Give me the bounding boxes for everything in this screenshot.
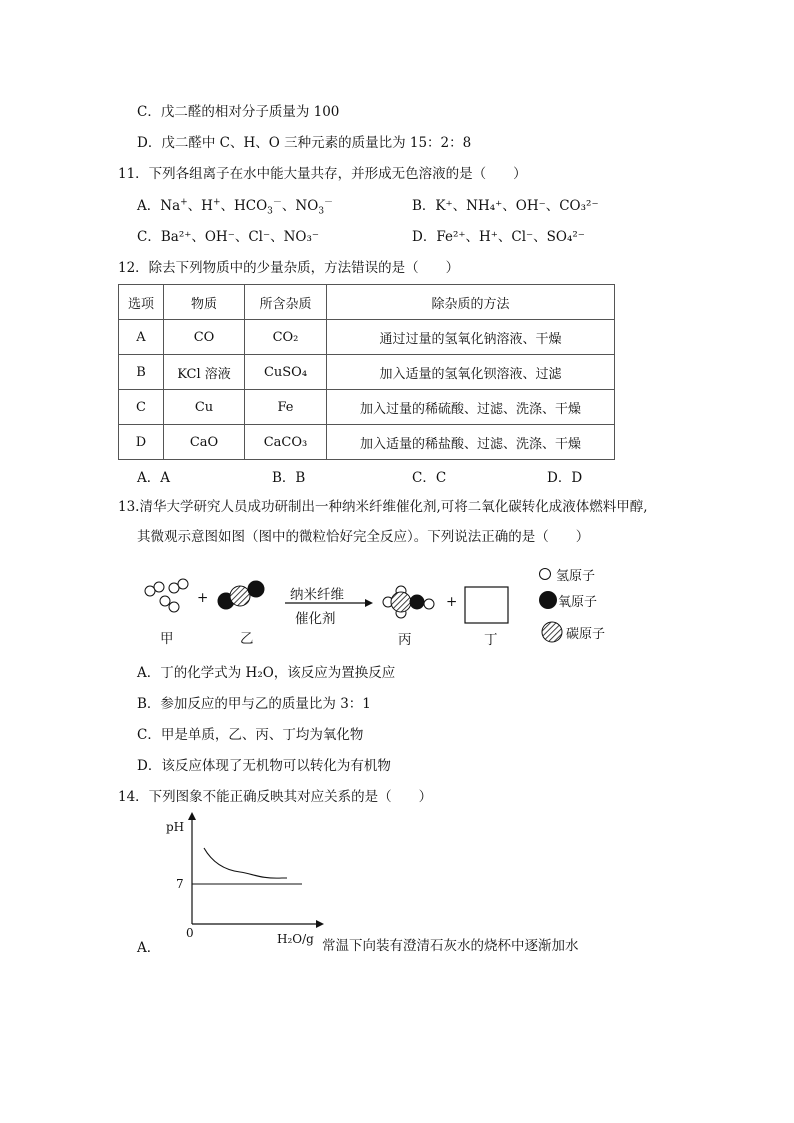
q11-option-c: C．Ba²⁺、OH⁻、Cl⁻、NO₃⁻ xyxy=(137,229,320,245)
plus-sign: + xyxy=(197,590,209,606)
table-cell: 通过过量的氢氧化钠溶液、干燥 xyxy=(327,320,615,355)
q10-option-c: C．戊二醛的相对分子质量为 100 xyxy=(137,104,340,120)
catalyst-label-2: 催化剂 xyxy=(295,611,336,627)
table-header-row xyxy=(119,285,615,320)
q11-option-b: B．K⁺、NH₄⁺、OH⁻、CO₃²⁻ xyxy=(412,198,599,214)
q14-ph-graph xyxy=(160,810,330,940)
table-cell: Fe xyxy=(245,390,327,425)
label-bing: 丙 xyxy=(398,632,412,648)
q13-option-a: A．丁的化学式为 H₂O，该反应为置换反应 xyxy=(137,665,396,681)
water-axis-label: H₂O/g xyxy=(277,932,314,946)
q13-stem-line1: 13.清华大学研究人员成功研制出一种纳米纤维催化剂,可将二氧化碳转化成液体燃料甲醇, xyxy=(118,499,648,515)
co2-molecule xyxy=(218,581,264,609)
q11-option-d: D．Fe²⁺、H⁺、Cl⁻、SO₄²⁻ xyxy=(412,229,585,245)
q11-option-a: A．Na+、H+、$HCO_3^-$、$NO_3^-$ xyxy=(137,197,334,217)
table-cell: B xyxy=(119,355,164,390)
table-cell: A xyxy=(119,320,164,355)
q13-option-b: B．参加反应的甲与乙的质量比为 3：1 xyxy=(137,696,371,712)
table-header-cell: 所含杂质 xyxy=(245,285,327,320)
label-jia: 甲 xyxy=(160,631,174,647)
table-cell: CaO xyxy=(164,425,245,460)
methanol-molecule xyxy=(383,586,434,618)
q14-option-a-text: 常温下向装有澄清石灰水的烧杯中逐渐加水 xyxy=(322,938,579,954)
hydrogen-molecules xyxy=(145,579,188,612)
q12-table xyxy=(118,284,615,460)
table-row xyxy=(119,320,615,355)
label-ding: 丁 xyxy=(484,632,498,648)
table-row xyxy=(119,425,615,460)
table-cell: KCl 溶液 xyxy=(164,355,245,390)
table-cell: 加入适量的稀盐酸、过滤、洗涤、干燥 xyxy=(327,425,615,460)
unknown-product-box xyxy=(465,587,508,623)
q12-answer-a: A．A xyxy=(137,470,170,486)
q13-option-d: D．该反应体现了无机物可以转化为有机物 xyxy=(137,758,391,774)
q10-option-d: D．戊二醛中 C、H、O 三种元素的质量比为 15：2：8 xyxy=(137,135,472,151)
q11-stem: 11．下列各组离子在水中能大量共存，并形成无色溶液的是（ ） xyxy=(118,166,527,182)
legend-hydrogen: 氢原子 xyxy=(556,569,596,584)
q12-answer-b: B．B xyxy=(272,470,306,486)
q14-option-a-label: A． xyxy=(137,940,161,956)
q12-answer-d: D．D xyxy=(547,470,583,486)
q12-answer-c: C．C xyxy=(412,470,447,486)
table-cell: CuSO₄ xyxy=(245,355,327,390)
table-cell: CaCO₃ xyxy=(245,425,327,460)
table-row xyxy=(119,355,615,390)
table-cell: Cu xyxy=(164,390,245,425)
q13-option-c: C．甲是单质，乙、丙、丁均为氧化物 xyxy=(137,727,364,743)
origin-label: 0 xyxy=(186,926,194,940)
table-header-cell: 物质 xyxy=(164,285,245,320)
legend-carbon: 碳原子 xyxy=(566,627,606,642)
hydrogen-atom-icon xyxy=(540,569,551,580)
table-cell: 加入适量的氢氧化钡溶液、过滤 xyxy=(327,355,615,390)
table-row xyxy=(119,390,615,425)
plus-sign: + xyxy=(446,594,458,610)
table-cell: D xyxy=(119,425,164,460)
ph-axis-label: pH xyxy=(166,820,185,834)
ph-tick-7: 7 xyxy=(176,877,184,891)
catalyst-label-1: 纳米纤维 xyxy=(290,587,344,603)
table-cell: C xyxy=(119,390,164,425)
carbon-atom-icon xyxy=(542,622,562,642)
q14-stem: 14．下列图象不能正确反映其对应关系的是（ ） xyxy=(118,789,433,805)
legend-oxygen: 氧原子 xyxy=(558,595,598,610)
table-cell: 加入过量的稀硫酸、过滤、洗涤、干燥 xyxy=(327,390,615,425)
table-cell: CO xyxy=(164,320,245,355)
table-header-cell: 除杂质的方法 xyxy=(327,285,615,320)
q12-stem: 12．除去下列物质中的少量杂质，方法错误的是（ ） xyxy=(118,260,460,276)
table-header-cell: 选项 xyxy=(119,285,164,320)
oxygen-atom-icon xyxy=(539,591,557,609)
table-cell: CO₂ xyxy=(245,320,327,355)
label-yi: 乙 xyxy=(240,631,254,647)
q13-stem-line2: 其微观示意图如图（图中的微粒恰好完全反应）。下列说法正确的是（ ） xyxy=(137,529,590,545)
q13-reaction-diagram xyxy=(130,560,530,650)
ph-curve xyxy=(204,848,287,878)
